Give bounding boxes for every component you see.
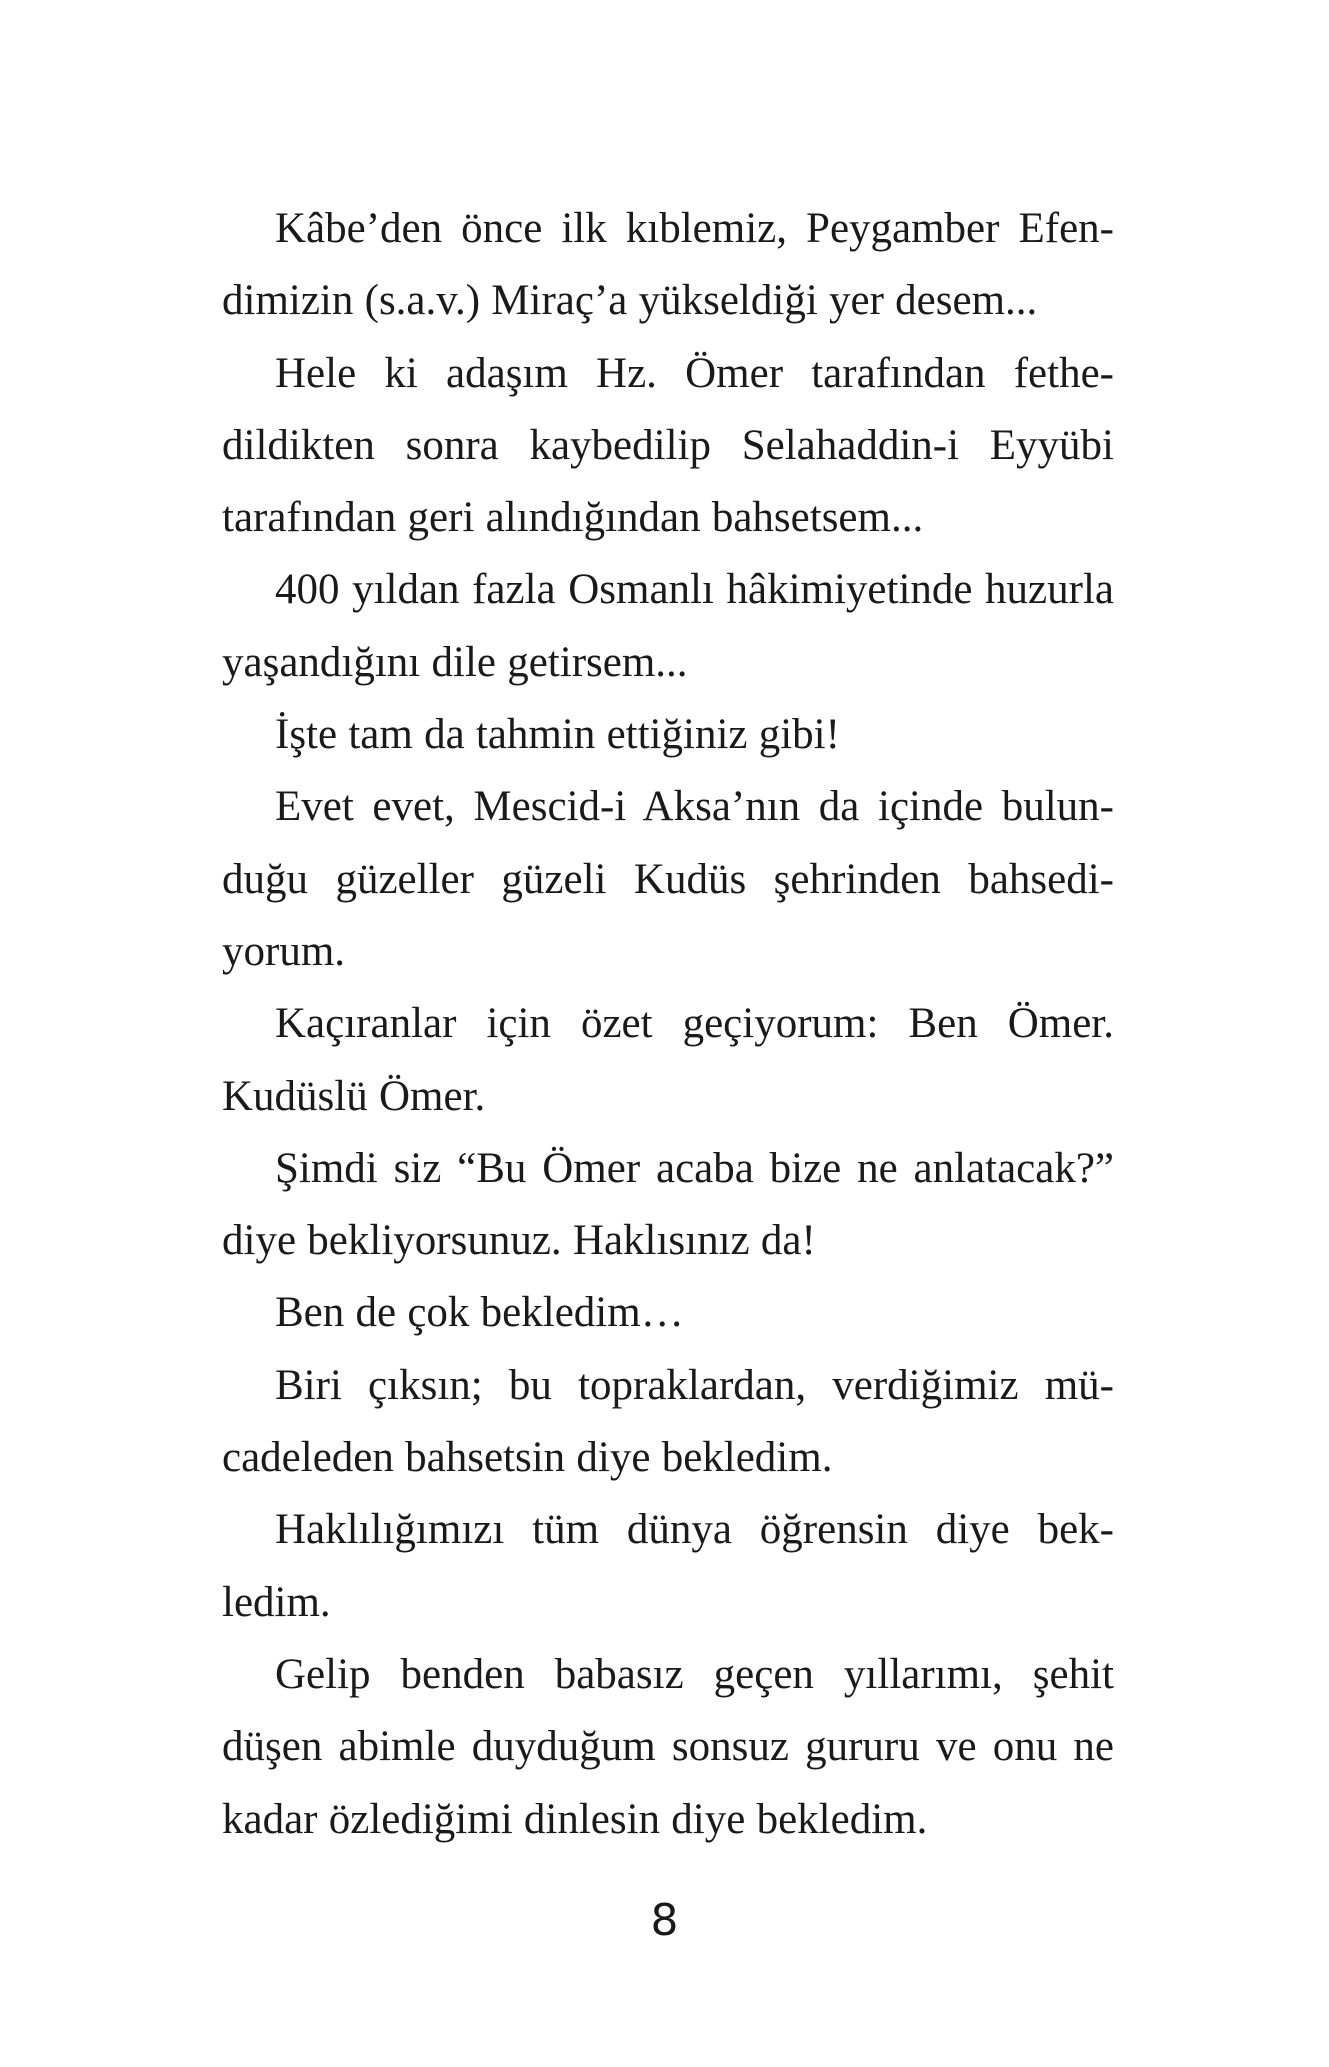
page-number: 8 — [650, 1895, 679, 1946]
paragraph-5: Evet evet, Mescid-i Aksa’nın da içinde bulunduğu güzeller güzeli Kudüs şehrinden bahsediyorum. — [222, 783, 1114, 975]
paragraph-10: Haklılığımızı tüm dünya öğrensin diye bekledim. — [222, 1506, 1114, 1626]
paragraph-4: İşte tam da tahmin ettiğiniz gibi! — [275, 711, 840, 759]
paragraph-6: Kaçıranlar için özet geçiyorum: Ben Ömer. Kudüslü Ömer. — [222, 1000, 1114, 1120]
paragraph-7: Şimdi siz “Bu Ömer acaba bize ne anlatacak?” diye bekliyorsunuz. Haklısınız da! — [222, 1144, 1114, 1265]
paragraph-11: Gelip benden babasız geçen yıllarımı, şehit düşen abimle duyduğum sonsuz gururu ve onu ne kadar özlediğimi dinlesin diye bekledim. — [222, 1650, 1114, 1843]
paragraph-2: Hele ki adaşım Hz. Ömer tarafından fethedildikten sonra kaybedilip Selahaddin-i Eyyübi tarafından geri alındığından bahsetsem... — [222, 349, 1114, 542]
paragraph-8: Ben de çok bekledim… — [275, 1289, 684, 1337]
page-body — [222, 193, 1114, 1856]
paragraph-1: Kâbe’den önce ilk kıblemiz, Peygamber Efendimizin (s.a.v.) Miraç’a yükseldiği yer desem... — [222, 205, 1114, 325]
paragraph-3: 400 yıldan fazla Osmanlı hâkimiyetinde huzurla yaşandığını dile getirsem... — [222, 566, 1114, 686]
paragraph-9: Biri çıksın; bu topraklardan, verdiğimiz mücadeleden bahsetsin diye bekledim. — [222, 1361, 1114, 1482]
